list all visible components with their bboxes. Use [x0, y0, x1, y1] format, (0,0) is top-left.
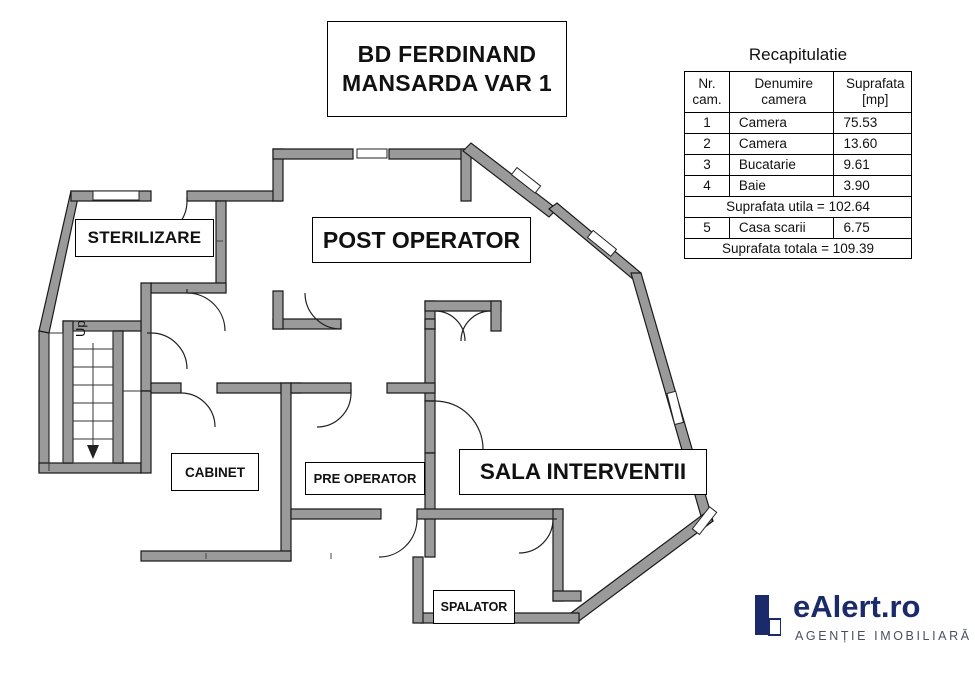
door-swing-sala-interventii [435, 401, 483, 449]
detail-lines [49, 331, 141, 471]
door-swing-spalator [379, 519, 417, 557]
wall-pre-operator-top-2 [387, 383, 435, 393]
wall-exterior-bottom-right [571, 513, 713, 621]
header-room-number-line2: cam. [692, 92, 722, 107]
door-swing-niche-left [435, 311, 465, 341]
title-line-1: BD FERDINAND [357, 40, 537, 67]
cell-room-number: 2 [685, 133, 730, 154]
door-swing-hall-sterilizare [187, 293, 225, 331]
room-label-sala-interventii: SALA INTERVENTII [459, 449, 707, 495]
recapitulatie-title: Recapitulatie [748, 45, 848, 64]
cell-room-area: 9.61 [833, 154, 912, 175]
wall-post-operator-top [273, 149, 353, 159]
wall-exterior-bottom-left2 [413, 557, 423, 623]
wall-group [39, 143, 713, 623]
wall-stair-left [63, 321, 73, 463]
wall-hall-left [141, 283, 151, 391]
window-top-left [93, 191, 139, 200]
cell-room-number: 1 [685, 113, 730, 134]
wall-stair-right [113, 331, 123, 463]
header-room-name-line2: camera [761, 92, 807, 107]
door-swing-stair-hall [151, 333, 187, 369]
wall-niche-right [491, 301, 501, 331]
cell-room-number: 3 [685, 154, 730, 175]
wall-hall-left-lower [141, 391, 151, 473]
cell-room-name: Bucatarie [729, 154, 833, 175]
stair-arrow-head [87, 445, 99, 459]
cell-room-area: 75.53 [833, 113, 912, 134]
wall-exterior-left-lower [39, 331, 49, 471]
room-label-spalator: SPALATOR [433, 590, 515, 624]
cell-room-area: 6.75 [833, 217, 912, 238]
stair-direction-label: Up [73, 320, 88, 337]
wall-post-operator-right [461, 149, 471, 201]
wall-corridor-right-lower2 [425, 453, 435, 557]
cell-room-area: 13.60 [833, 133, 912, 154]
cell-room-name: Casa scarii [729, 217, 833, 238]
wall-post-operator-bottom-2 [425, 319, 435, 329]
wall-post-operator-bottom-left [273, 291, 283, 329]
wall-cabinet-bottom [141, 551, 291, 561]
cell-usable-area-total: Suprafata utila = 102.64 [685, 196, 912, 217]
wall-corridor-right-lower [425, 401, 435, 453]
wall-cabinet-right [281, 383, 291, 561]
stair-shaft-outline [49, 333, 63, 463]
window-top-post-operator [357, 149, 387, 158]
wall-exterior-bottom-left [39, 463, 141, 473]
wall-exterior-angled-upper [463, 143, 557, 217]
wall-pre-operator-bottom [291, 509, 381, 519]
door-swing-niche-right [461, 311, 491, 341]
cell-room-number: 5 [685, 217, 730, 238]
logo-tagline: AGENȚIE IMOBILIARĂ [795, 629, 972, 643]
header-room-name-line1: Denumire [754, 76, 813, 92]
agency-logo [753, 589, 972, 663]
cell-room-name: Baie [729, 175, 833, 196]
wall-spalator-right [553, 509, 563, 601]
door-swing-cabinet [181, 393, 215, 427]
wall-exterior-left [39, 191, 79, 333]
cell-room-name: Camera [729, 113, 833, 134]
room-label-sterilizare: STERILIZARE [75, 219, 214, 257]
wall-niche-top [425, 301, 501, 311]
door-swing-sala-spalator [519, 519, 553, 553]
room-label-pre-operator: PRE OPERATOR [305, 462, 425, 495]
logo-name: eAlert.ro [793, 589, 921, 624]
wall-pre-operator-bottom-2 [417, 509, 563, 519]
room-label-post-operator: POST OPERATOR [312, 217, 531, 263]
cell-room-number: 4 [685, 175, 730, 196]
wall-post-operator-top-2 [389, 149, 471, 159]
cell-total-area: Suprafata totala = 109.39 [685, 238, 912, 259]
wall-spalator-bottom [553, 591, 581, 601]
wall-cabinet-top [151, 383, 181, 393]
header-room-area-line2: [mp] [862, 92, 889, 107]
wall-top-sterilizare-2 [187, 191, 281, 201]
room-label-cabinet: CABINET [171, 453, 259, 491]
logo-mark-icon [753, 593, 781, 637]
door-swing-pre-operator [317, 393, 351, 427]
wall-divider-sterilizare-right [216, 201, 226, 291]
title-line-2: MANSARDA VAR 1 [342, 70, 552, 96]
wall-divider-sterilizare-bottom [151, 283, 226, 293]
floor-plan-drawing [1, 1, 975, 690]
header-room-number-line1: Nr. [698, 76, 716, 92]
wall-pre-operator-top [291, 383, 351, 393]
cell-room-name: Camera [729, 133, 833, 154]
header-room-area-line1: Suprafata [845, 76, 905, 92]
cell-room-area: 3.90 [833, 175, 912, 196]
